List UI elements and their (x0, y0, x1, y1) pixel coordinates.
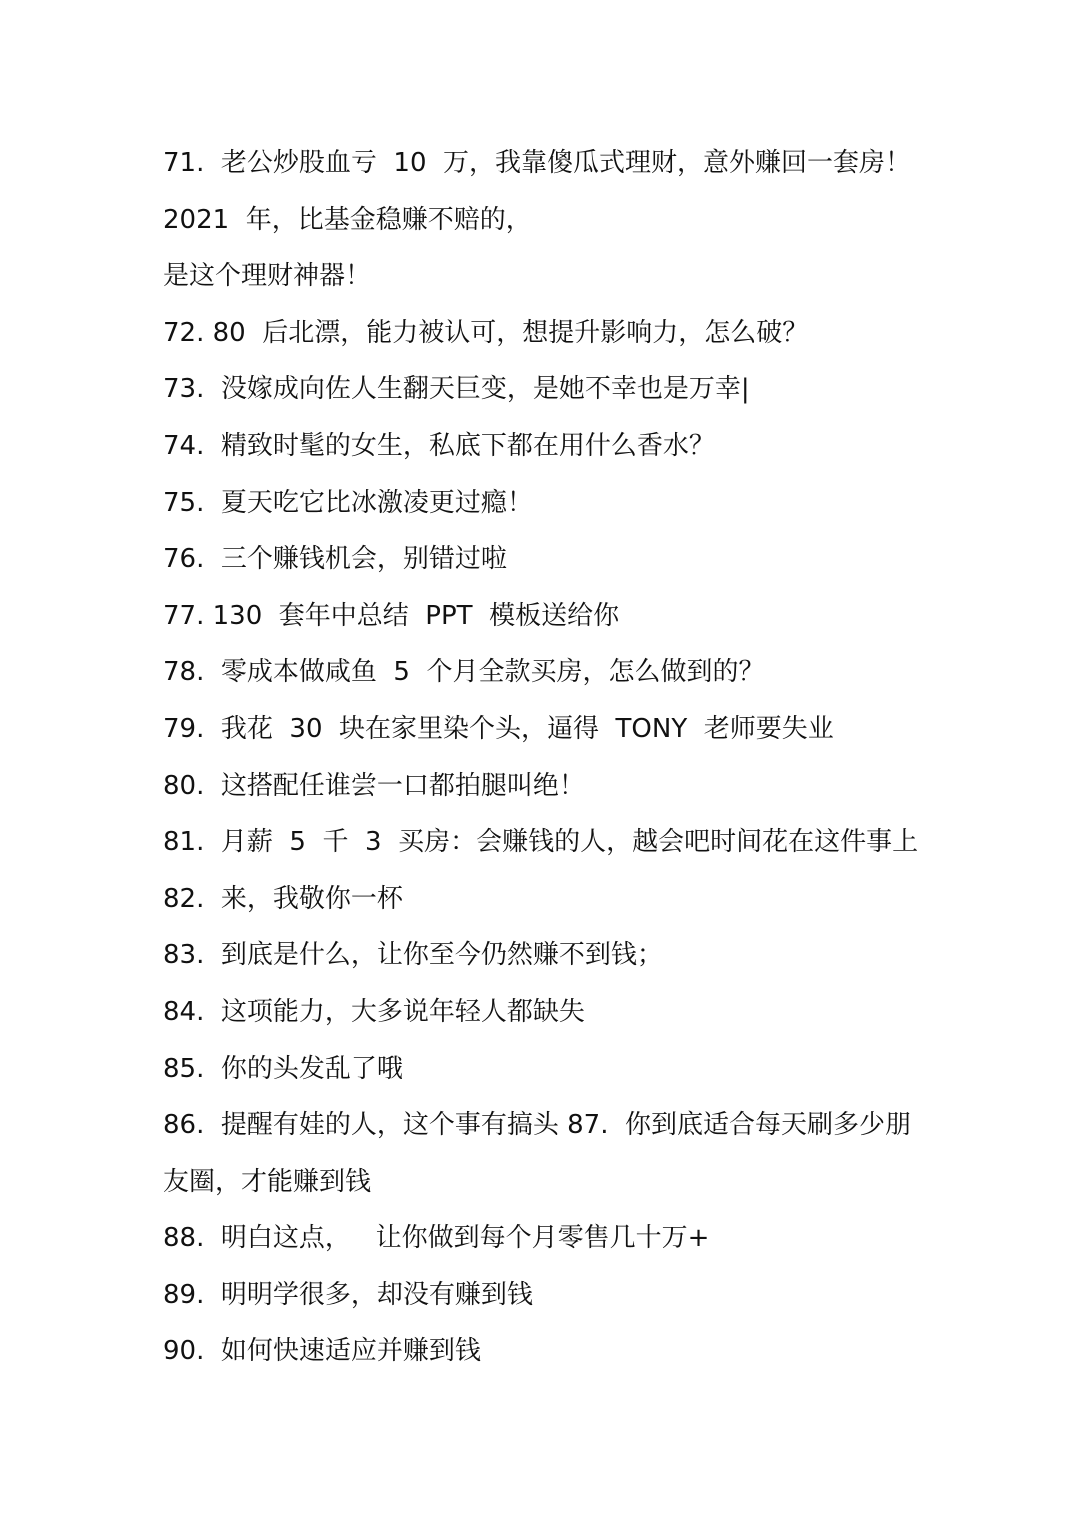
text-line-18: 86. 提醒有娃的人，这个事有搞头 87. 你到底适合每天刷多少朋 (163, 1110, 912, 1141)
text-line-7: 75. 夏天吃它比冰激凌更过瘾！ (163, 487, 533, 518)
text-line-19: 友圈，才能赚到钱 (163, 1166, 372, 1197)
text-line-17: 85. 你的头发乱了哦 (163, 1053, 403, 1084)
text-line-22: 90. 如何快速适应并赚到钱 (163, 1336, 481, 1367)
text-line-16: 84. 这项能力，大多说年轻人都缺失 (163, 996, 585, 1027)
text-line-20: 88. 明白这点， 让你做到每个月零售几十万+ (163, 1223, 710, 1254)
text-line-8: 76. 三个赚钱机会，别错过啦 (163, 544, 507, 575)
text-line-12: 80. 这搭配任谁尝一口都拍腿叫绝！ (163, 770, 585, 801)
text-line-9: 77. 130 套年中总结 PPT 模板送给你 (163, 600, 620, 631)
text-line-21: 89. 明明学很多，却没有赚到钱 (163, 1279, 533, 1310)
text-line-2: 2021 年，比基金稳赚不赔的， (163, 204, 532, 235)
text-line-4: 72. 80 后北漂，能力被认可，想提升影响力，怎么破？ (163, 317, 809, 348)
text-line-5: 73. 没嫁成向佐人生翻天巨变，是她不幸也是万幸| (163, 374, 750, 405)
text-line-13: 81. 月薪 5 千 3 买房：会赚钱的人，越会吧时间花在这件事上 (163, 827, 919, 858)
headline-list (163, 135, 943, 1380)
text-line-15: 83. 到底是什么，让你至今仍然赚不到钱； (163, 940, 663, 971)
text-line-1: 71. 老公炒股血亏 10 万，我靠傻瓜式理财，意外赚回一套房！ (163, 148, 912, 178)
text-line-14: 82. 来，我敬你一杯 (163, 883, 403, 914)
text-line-6: 74. 精致时髦的女生，私底下都在用什么香水？ (163, 430, 715, 461)
text-line-3: 是这个理财神器！ (163, 261, 372, 292)
text-line-11: 79. 我花 30 块在家里染个头，逼得 TONY 老师要失业 (163, 713, 834, 744)
text-line-10: 78. 零成本做咸鱼 5 个月全款买房，怎么做到的？ (163, 657, 765, 688)
